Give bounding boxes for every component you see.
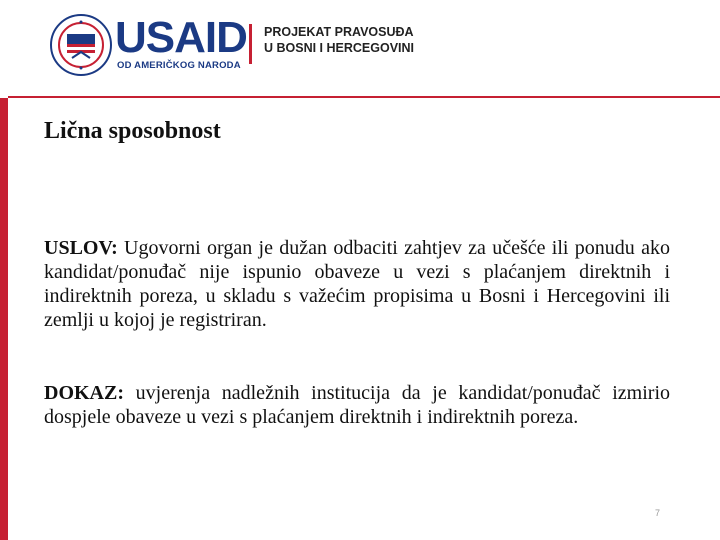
project-name	[264, 24, 414, 56]
uslov-text: Ugovorni organ je dužan odbaciti zahtjev za učešće ili ponudu ako kandidat/ponuđač nije ispunio obaveze u vezi s plaćanjem direktnih i indirektnih poreza, u skladu s važećim propisima u Bosni i Hercegovini ili zemlji u kojoj je registriran.	[44, 237, 670, 331]
dokaz-label: DOKAZ:	[44, 382, 124, 404]
usaid-seal-logo	[50, 14, 112, 76]
top-rule	[8, 96, 720, 98]
usaid-tagline: OD AMERIČKOG NARODA	[117, 60, 241, 71]
project-line-1: PROJEKAT PRAVOSUĐA	[264, 25, 414, 39]
dokaz-paragraph	[44, 381, 670, 429]
page-number: 7	[655, 508, 661, 518]
left-accent-bar	[0, 98, 8, 540]
project-line-2: U BOSNI I HERCEGOVINI	[264, 41, 415, 55]
header-divider	[249, 24, 252, 64]
dokaz-text: uvjerenja nadležnih institucija da je kandidat/ponuđač izmirio dospjele obaveze u vezi s plaćanjem direktnih i indirektnih poreza.	[44, 382, 670, 428]
slide-title: Lična sposobnost	[44, 118, 221, 144]
header	[0, 0, 720, 92]
uslov-label: USLOV:	[44, 237, 118, 259]
usaid-logo-text: USAID	[115, 13, 247, 62]
uslov-paragraph	[44, 236, 670, 332]
